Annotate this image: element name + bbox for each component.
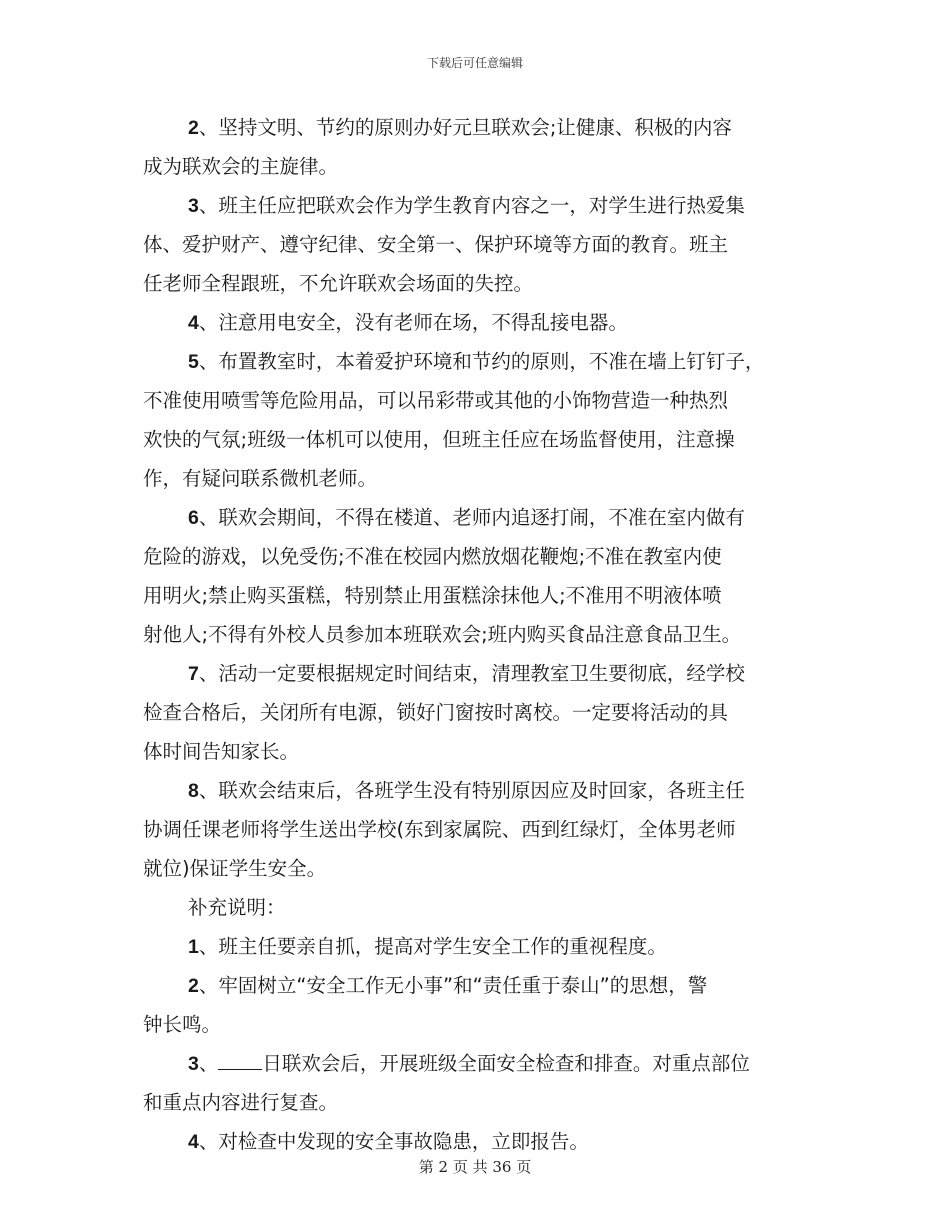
paragraph-line: 任老师全程跟班，不允许联欢会场面的失控。 (143, 272, 534, 295)
item-number: 4 (188, 312, 199, 334)
supplement-item-2 (143, 966, 815, 1044)
item-number: 6 (188, 507, 199, 529)
paragraph-7 (143, 654, 815, 771)
paragraph-line: 3、班主任应把联欢会作为学生教育内容之一，对学生进行热爱集 (188, 194, 745, 217)
paragraph-line: 1、班主任要亲自抓，提高对学生安全工作的重视程度。 (188, 935, 667, 958)
paragraph-5 (143, 342, 815, 498)
paragraph-line: 钟长鸣。 (143, 1013, 222, 1036)
item-number: 2 (188, 975, 199, 997)
paragraph-line: 用明火;禁止购买蛋糕，特别禁止用蛋糕涂抹他人;不准用不明液体喷 (143, 584, 722, 607)
page-header: 下载后可任意编辑 (426, 56, 523, 70)
paragraph-line: 3、 日联欢会后，开展班级全面安全检查和排查。对重点部位 (143, 1044, 815, 1083)
paragraph-line: 和重点内容进行复查。 (143, 1091, 339, 1114)
paragraph-line: 协调任课老师将学生送出学校(东到家属院、西到红绿灯，全体男老师 (143, 818, 736, 841)
paragraph-line: 4、注意用电安全，没有老师在场，不得乱接电器。 (188, 311, 628, 334)
paragraph-line: 检查合格后，关闭所有电源，锁好门窗按时离校。一定要将活动的具 (143, 701, 729, 724)
paragraph-6 (143, 498, 815, 654)
fill-in-blank (218, 1049, 262, 1070)
paragraph-line: 体、爱护财产、遵守纪律、安全第一、保护环境等方面的教育。班主 (143, 233, 729, 256)
item-number: 2 (188, 117, 199, 139)
paragraph-line: 6、联欢会期间，不得在楼道、老师内追逐打闹，不准在室内做有 (188, 506, 745, 529)
paragraph-3a (143, 186, 815, 303)
paragraph-line: 2、坚持文明、节约的原则办好元旦联欢会;让健康、积极的内容 (188, 116, 732, 139)
paragraph-line: 4、对检查中发现的安全事故隐患，立即报告。 (188, 1130, 589, 1153)
paragraph-2a (143, 108, 815, 186)
paragraph-line: 成为联欢会的主旋律。 (143, 155, 339, 178)
paragraph-line: 就位)保证学生安全。 (143, 857, 327, 880)
paragraph-4a (143, 303, 815, 342)
item-number: 3 (188, 1053, 199, 1075)
item-number: 1 (188, 936, 199, 958)
paragraph-line: 不准使用喷雪等危险用品，可以吊彩带或其他的小饰物营造一种热烈 (143, 389, 729, 412)
paragraph-line: 5、布置教室时，本着爱护环境和节约的原则，不准在墙上钉钉子， (188, 350, 765, 373)
paragraph-line: 7、活动一定要根据规定时间结束，清理教室卫生要彻底，经学校 (188, 662, 745, 685)
supplement-item-3 (143, 1044, 815, 1122)
paragraph-8 (143, 771, 815, 888)
item-number: 7 (188, 663, 199, 685)
paragraph-line: 危险的游戏，以免受伤;不准在校园内燃放烟花鞭炮;不准在教室内使 (143, 545, 722, 568)
item-number: 3 (188, 195, 199, 217)
item-number: 5 (188, 351, 199, 373)
item-number: 4 (188, 1131, 199, 1153)
paragraph-line: 作，有疑问联系微机老师。 (143, 467, 378, 490)
page-footer: 第 2 页 共 36 页 (418, 1158, 532, 1176)
supplement-heading (143, 888, 815, 927)
paragraph-line: 体时间告知家长。 (143, 740, 300, 763)
item-number: 8 (188, 780, 199, 802)
paragraph-line: 2、牢固树立“安全工作无小事”和“责任重于泰山”的思想，警 (188, 974, 708, 997)
paragraph-line: 射他人;不得有外校人员参加本班联欢会;班内购买食品注意食品卫生。 (143, 623, 742, 646)
document-body (143, 108, 815, 1161)
supplement-item-1 (143, 927, 815, 966)
paragraph-line: 补充说明： (188, 896, 286, 919)
paragraph-line: 欢快的气氛;班级一体机可以使用，但班主任应在场监督使用，注意操 (143, 428, 735, 451)
paragraph-line: 8、联欢会结束后，各班学生没有特别原因应及时回家，各班主任 (188, 779, 745, 802)
